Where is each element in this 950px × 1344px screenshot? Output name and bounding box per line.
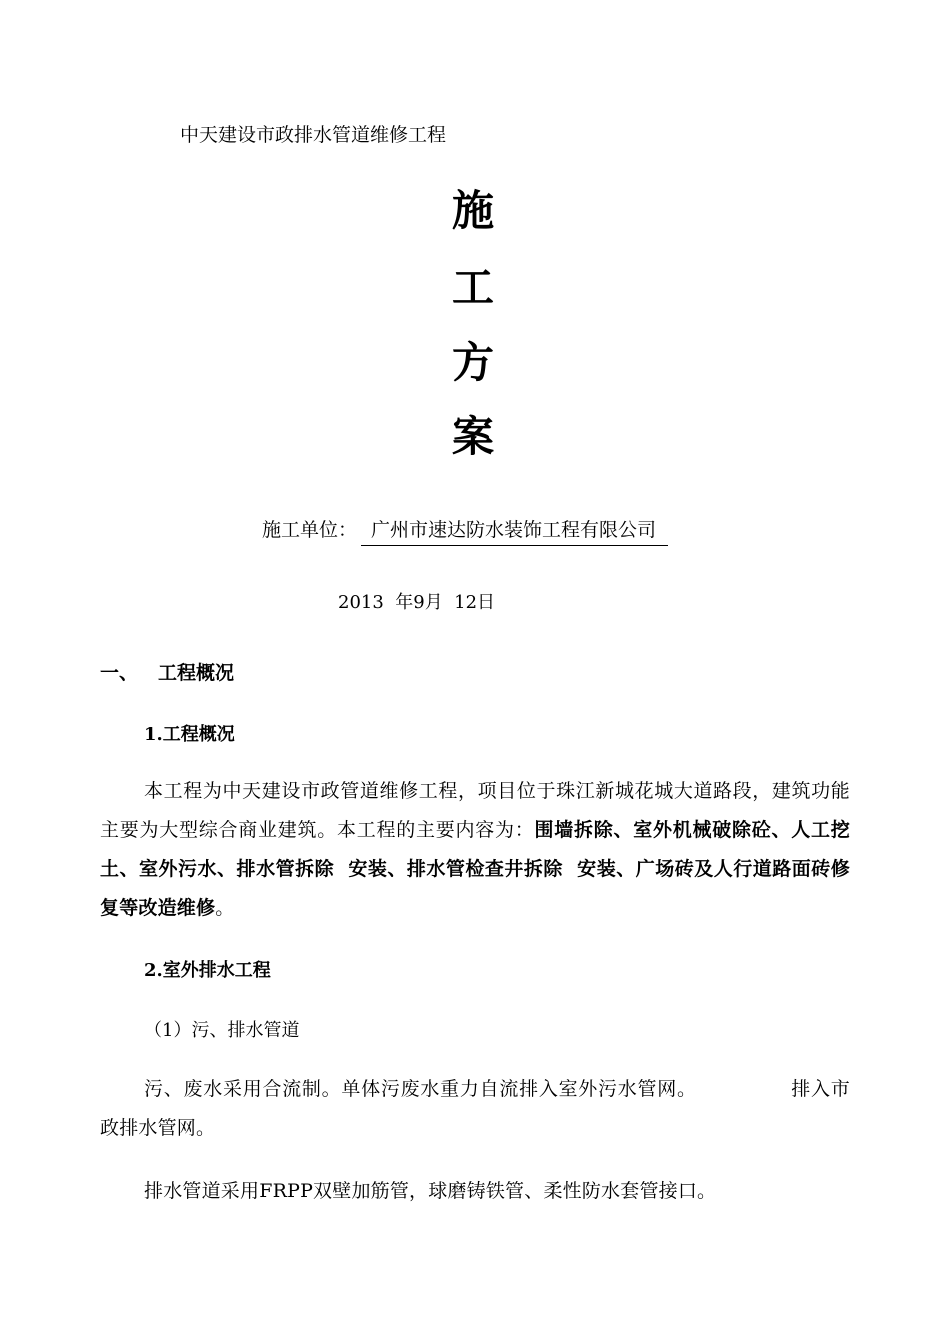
section-title: 工程概况: [158, 662, 235, 684]
drainage-paragraph-1: [100, 1070, 850, 1148]
title-char-3: 方: [452, 338, 495, 387]
section-number: 一、: [100, 662, 139, 684]
drainage-paragraph-1a: 污、废水采用合流制。单体污废水重力自流排入室外污水管网。: [144, 1078, 697, 1100]
construction-unit-value: 广州市速达防水装饰工程有限公司: [361, 515, 668, 546]
subsection-1-title: 1.工程概况: [144, 724, 235, 745]
item-1-heading: （1）污、排水管道: [144, 1020, 300, 1041]
section-heading: [100, 658, 234, 685]
subsection-2-title: 2.室外排水工程: [144, 960, 271, 981]
drainage-paragraph-2: 排水管道采用FRPP双壁加筋管，球磨铸铁管、柔性防水套管接口。: [144, 1180, 717, 1202]
subsection-1-paragraph: [100, 772, 850, 928]
title-char-1: 施: [452, 186, 495, 235]
construction-unit-label: 施工单位：: [262, 519, 358, 541]
paragraph-end: 。: [215, 897, 235, 919]
drainage-paragraph-1b: 排入市政排水管网。: [100, 1078, 850, 1139]
construction-unit-row: [262, 515, 668, 546]
paragraph-scope-bold: 围墙拆除、室外机械破除砼、人工挖土、室外污水、排水管拆除 安装、排水管检查井拆除 安装、广场砖及人行道路面砖修复等改造维修: [100, 819, 850, 919]
title-char-2: 工: [452, 263, 495, 312]
title-char-4: 案: [452, 412, 495, 461]
project-name: 中天建设市政排水管道维修工程: [180, 124, 447, 146]
paragraph-intro: 本工程为中天建设市政管道维修工程，项目位于珠江新城花城大道路段，建筑功能主要为大型综合商业建筑。本工程的主要内容为：: [100, 780, 850, 841]
document-date: 2013 年9月 12日: [338, 592, 496, 613]
